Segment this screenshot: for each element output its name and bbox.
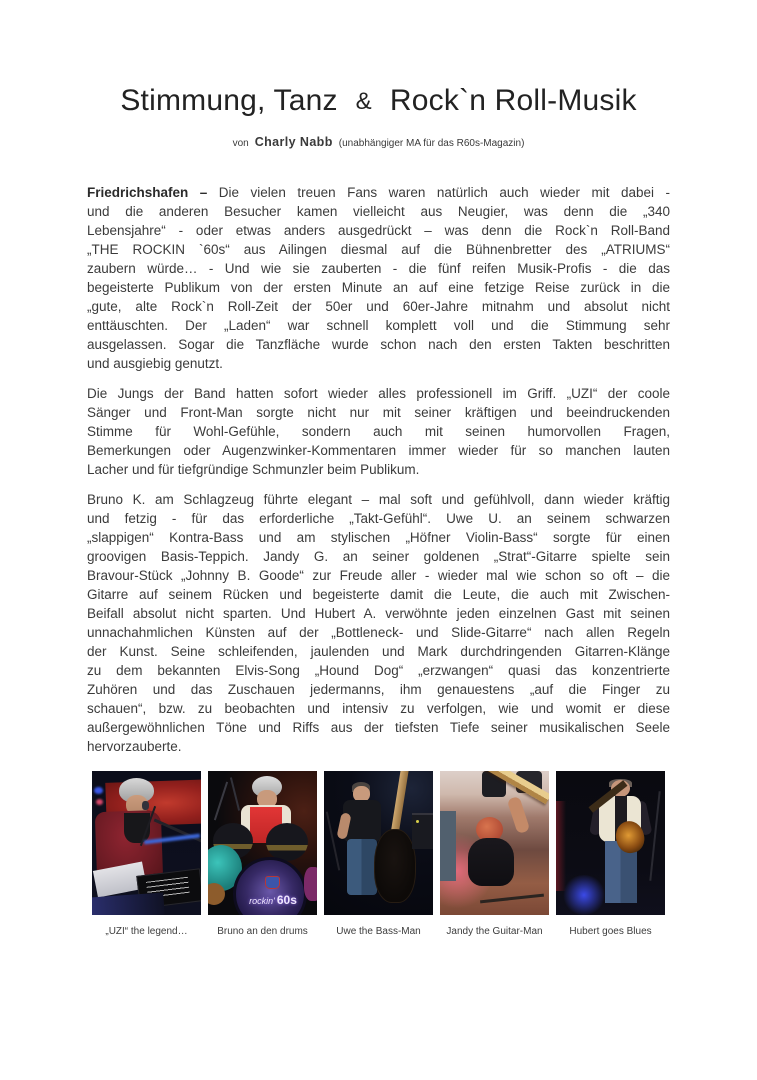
text-line: enttäuschten. Der „Laden“ war schnell komplett voll und die Stimmung sehr xyxy=(87,318,670,333)
bass-drum-text xyxy=(236,893,310,907)
text-line: und ausgiebig genutzt. xyxy=(87,356,223,371)
byline-suffix: (unabhängiger MA für das R60s-Magazin) xyxy=(338,138,525,149)
text-line: Zuhören und das Zuschauen jedermanns, ihm genauestens „auf die Finger zu xyxy=(87,682,670,697)
text-line: hervorzauberte. xyxy=(87,739,182,754)
text-line: Gitarre auf seinem Rücken und begeisterte damit die Leute, die auch mit Zwischen- xyxy=(87,587,670,602)
bass-drum-60s: 60s xyxy=(276,893,297,907)
photo-uzi-singer xyxy=(92,771,201,915)
raised-arm xyxy=(507,796,530,834)
photo-caption: Jandy the Guitar-Man xyxy=(446,926,543,937)
cymbal-stand xyxy=(214,782,228,821)
text-line: außergewöhnlichen Töne und Riffs aus der tiefsten Tiefe seiner musikalischen Seele xyxy=(87,720,670,735)
gallery-card-jandy xyxy=(440,771,549,937)
cymbal-stand xyxy=(230,777,240,810)
photo-bruno-drummer xyxy=(208,771,317,915)
keyboard xyxy=(92,892,165,915)
byline xyxy=(0,135,757,149)
microphone-stand xyxy=(326,811,340,870)
photo-caption: „UZI“ the legend… xyxy=(105,926,188,937)
text-line: Stimme für Wohl-Gefühle, sondern auch mit seinen humorvollen Fragen, xyxy=(87,424,670,439)
bass-drum-script: rockin' xyxy=(249,896,275,906)
text-line xyxy=(87,183,670,202)
background-jeans-leg xyxy=(440,811,456,881)
black-shirt xyxy=(468,838,514,886)
paragraph xyxy=(87,384,670,479)
stage-cable xyxy=(480,894,544,904)
text-line: und fetzig - für das erforderliche „Takt-Gefühl“. Uwe U. an seinem schwarzen xyxy=(87,511,670,526)
jeans xyxy=(347,839,377,895)
text-line: zu dem bekannten Elvis-Song „Hound Dog“ „erzwangen“ quasi das konzentrierte xyxy=(87,663,670,678)
title-ampersand: & xyxy=(355,88,372,115)
paragraph xyxy=(87,490,670,756)
photo-caption: Bruno an den drums xyxy=(217,926,308,937)
microphone-stand xyxy=(649,791,660,881)
microphone-icon xyxy=(142,801,149,810)
bass-drum xyxy=(233,857,307,915)
text-line: unnachahmlichen Künsten auf der „Bottleneck- und Slide-Gitarre“ nach allen Regeln xyxy=(87,625,670,640)
rack-tom xyxy=(266,823,308,861)
paragraph xyxy=(87,183,670,373)
photo-uwe-bassist xyxy=(324,771,433,915)
text-line: groovigen Basis-Teppich. Jandy G. an seiner goldenen „Strat“-Gitarre spielte sein xyxy=(87,549,670,564)
byline-author: Charly Nabb xyxy=(254,135,333,149)
title-right: Rock`n Roll-Musik xyxy=(389,84,637,117)
text-line: Beifall absolut nicht sparten. Und Hubert A. verwöhnte jeden einzelnen Gast mit seinen xyxy=(87,606,670,621)
stage-light xyxy=(94,787,103,794)
text-line: „gute, alte Rock`n Roll-Zeit der 50er und 60er-Jahre mitnahm und absolut nicht xyxy=(87,299,670,314)
red-light-edge xyxy=(556,801,566,891)
text-line: zaubern würde… - Und wie sie zauberten - die fünf reifen Musik-Profis - die das xyxy=(87,261,670,276)
title-left: Stimmung, Tanz xyxy=(120,84,338,117)
text-line: Bemerkungen oder Augenzwinker-Kommentaren immer wieder für so manchen lauten xyxy=(87,443,670,458)
article-body xyxy=(87,183,670,767)
stage-light xyxy=(96,799,103,805)
dateline: Friedrichshafen – xyxy=(87,185,208,200)
text-line: der Kunst. Seine schleifenden, jaulenden und Mark durchdringenden Gitarren-Klänge xyxy=(87,644,670,659)
byline-prefix: von xyxy=(232,138,249,149)
text-line: Bruno K. am Schlagzeug führte elegant – mal soft und gefühlvoll, dann wieder kräftig xyxy=(87,492,670,507)
photo-caption: Uwe the Bass-Man xyxy=(336,926,421,937)
photo-hubert-guitarist xyxy=(556,771,665,915)
blue-stage-glow xyxy=(562,875,606,915)
text-line: Lebensjahre“ - oder etwas anders ausgedrückt – was denn die Rock`n Roll-Band xyxy=(87,223,670,238)
text-line: schauen“, bzw. zu beobachten und intensiv zu verfolgen, wie und womit er diese xyxy=(87,701,670,716)
text-line: ausgelassen. Sogar die Tanzfläche wurde schon nach den ersten Takten beschritten xyxy=(87,337,670,352)
page-title xyxy=(0,84,757,118)
gallery-card-uwe xyxy=(324,771,433,937)
double-bass-body xyxy=(374,829,416,903)
gallery-card-bruno xyxy=(208,771,317,937)
text-line-rest: Die vielen treuen Fans waren natürlich auch wieder mit dabei - xyxy=(218,185,670,200)
photo-jandy-guitarist xyxy=(440,771,549,915)
text-line: Die Jungs der Band hatten sofort wieder alles professionell im Griff. „UZI“ der coole xyxy=(87,386,670,401)
copper-cymbal xyxy=(208,883,225,905)
gallery-card-uzi xyxy=(92,771,201,937)
amp-light xyxy=(416,820,419,823)
text-line: Sänger und Front-Man sorgte nicht nur mit seiner kräftigen und beeindruckenden xyxy=(87,405,670,420)
photo-gallery xyxy=(92,771,665,937)
text-line: „THE ROCKIN `60s“ aus Ailingen diesmal auf die Bühnenbretter des „ATRIUMS“ xyxy=(87,242,670,257)
route66-badge xyxy=(265,876,280,889)
magenta-tom xyxy=(304,867,317,901)
text-line: Bravour-Stück „Johnny B. Goode“ zur Freude aller - wieder mal wie schon so oft – die xyxy=(87,568,670,583)
text-line: „slappigen“ Kontra-Bass und am stylischen „Höfner Violin-Bass“ sorgte für einen xyxy=(87,530,670,545)
text-line: begeisterte Publikum von der ersten Minute an auf eine fetzige Reise zurück in die xyxy=(87,280,670,295)
photo-caption: Hubert goes Blues xyxy=(569,926,652,937)
text-line: und die anderen Besucher kamen vielleicht aus Neugier, was denn die „340 xyxy=(87,204,670,219)
amplifier xyxy=(412,813,433,849)
text-line: Lacher und für tiefgründige Schmunzler beim Publikum. xyxy=(87,462,420,477)
gallery-card-hubert xyxy=(556,771,665,937)
